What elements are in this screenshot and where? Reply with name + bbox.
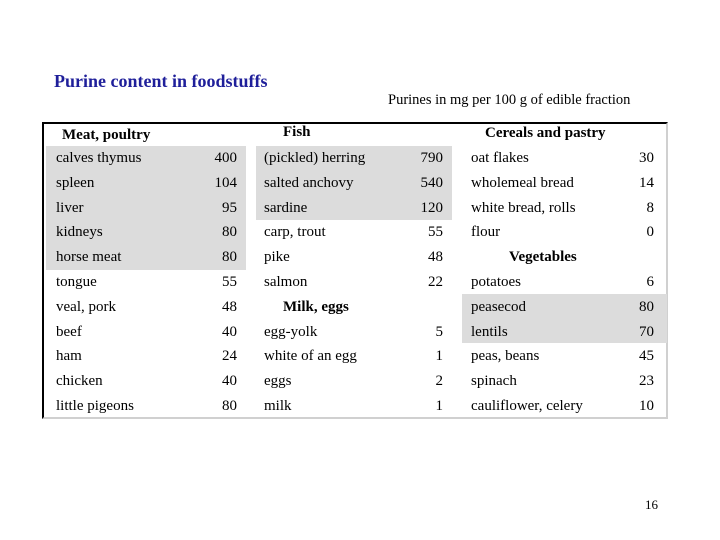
purine-value: 80 [222,249,237,266]
purine-value: 8 [646,199,654,216]
purine-value: 80 [222,398,237,414]
purine-value: 5 [435,323,443,340]
food-name: peas, beans [471,348,540,365]
slide-title: Purine content in foodstuffs [54,71,268,91]
purine-value: 24 [222,348,237,365]
purine-value: 120 [420,199,443,216]
purine-value: 22 [428,274,443,290]
fish-header: Fish [283,124,311,140]
purine-value: 2 [435,373,443,390]
food-name: spleen [56,174,95,191]
purine-value: 30 [639,150,654,166]
food-name: tongue [56,274,97,290]
food-name: (pickled) herring [264,150,366,166]
food-name: little pigeons [56,398,134,414]
purine-value: 1 [435,398,443,414]
page-number: 16 [645,497,658,512]
food-name: liver [56,199,84,216]
food-name: veal, pork [56,298,116,315]
food-name: white bread, rolls [471,199,576,216]
food-name: salted anchovy [264,174,354,191]
purine-value: 55 [428,224,443,241]
purine-value: 48 [222,298,237,315]
food-name: oat flakes [471,150,529,166]
purine-value: 80 [639,298,654,315]
food-name: calves thymus [56,150,142,166]
purine-value: 23 [639,373,654,390]
purine-value: 80 [222,224,237,241]
purine-value: 40 [222,373,237,390]
purine-value: 45 [639,348,654,365]
food-name: peasecod [471,298,526,315]
milk-eggs-header: Milk, eggs [283,298,349,315]
purine-value: 95 [222,199,237,216]
purine-value: 0 [646,224,654,241]
food-name: sardine [264,199,308,216]
purine-value: 400 [214,150,237,166]
food-name: flour [471,224,501,241]
food-name: lentils [471,323,508,340]
food-name: carp, trout [264,224,326,241]
food-name: white of an egg [264,348,357,365]
purine-value: 14 [639,174,654,191]
meat-header: Meat, poultry [62,127,151,143]
food-name: egg-yolk [264,323,318,340]
food-name: salmon [264,274,308,290]
purine-value: 48 [428,249,443,266]
food-name: spinach [471,373,517,390]
purine-value: 40 [222,323,237,340]
food-name: beef [56,323,82,340]
purine-value: 104 [214,174,237,191]
units-subtitle: Purines in mg per 100 g of edible fraction [388,92,631,108]
purine-value: 540 [420,174,443,191]
purine-value: 1 [435,348,443,365]
food-name: kidneys [56,224,103,241]
food-name: horse meat [56,249,122,266]
purine-value: 6 [646,274,654,290]
food-name: wholemeal bread [471,174,574,191]
food-name: milk [264,398,292,414]
food-name: eggs [264,373,292,390]
vegetables-header: Vegetables [509,249,577,266]
purine-value: 790 [420,150,443,166]
food-name: pike [264,249,290,266]
food-name: ham [56,348,82,365]
purine-value: 70 [639,323,654,340]
food-name: chicken [56,373,103,390]
cereals-header: Cereals and pastry [485,125,606,141]
purine-value: 10 [639,398,654,414]
food-name: cauliflower, celery [471,398,583,414]
food-name: potatoes [471,274,521,290]
purine-value: 55 [222,274,237,290]
